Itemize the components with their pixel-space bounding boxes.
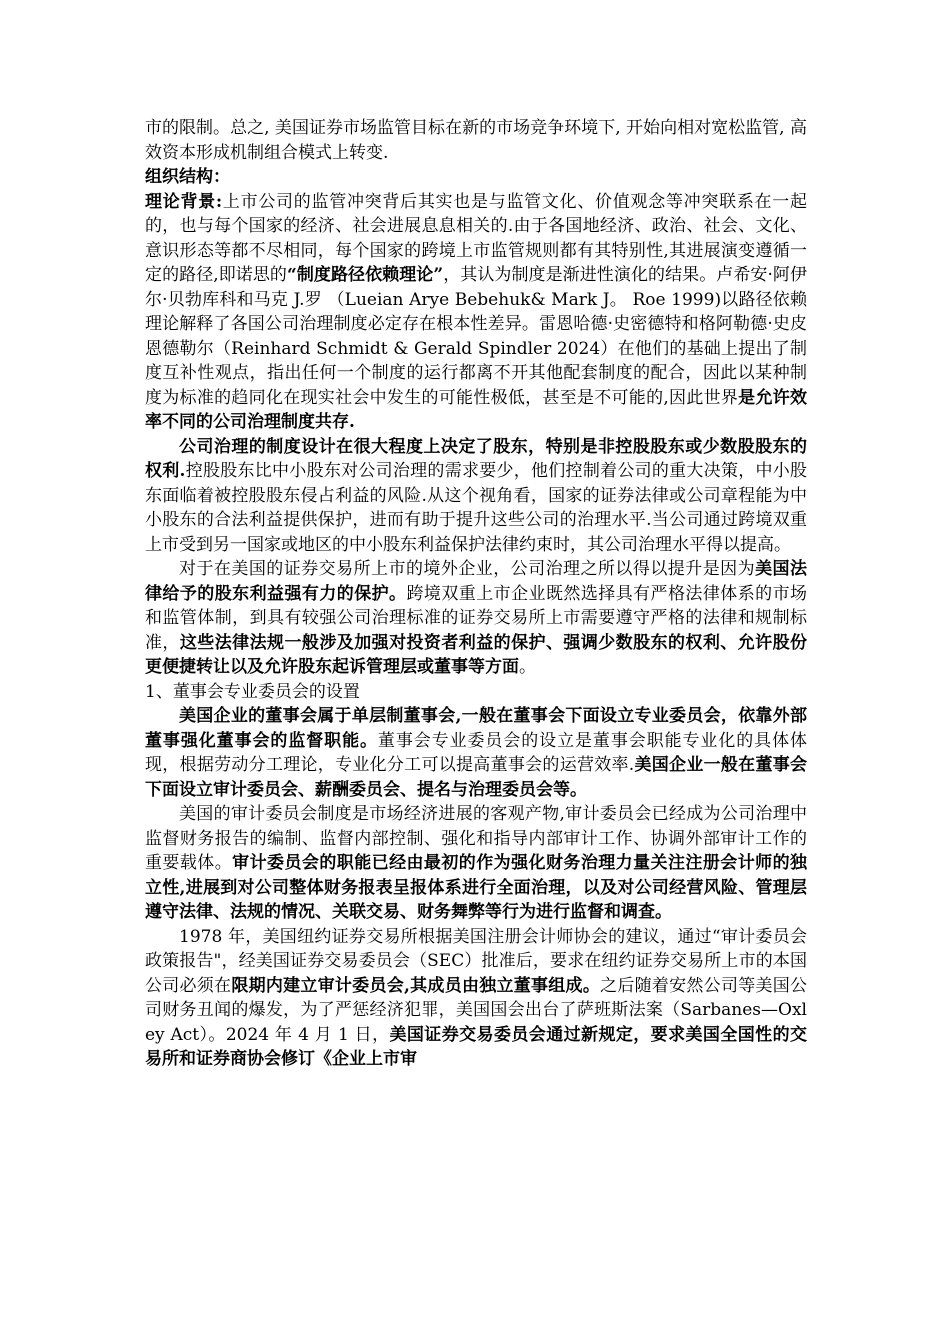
section-heading: 组织结构： xyxy=(145,167,230,187)
paragraph-governance xyxy=(145,435,807,558)
text: 之后随着安然公司等美国公司财务丑闻的爆发，为了严惩经济犯罪，美国国会出台了萨班斯法案（Sarbanes—Oxley Act）。2024 年 4 月 1 日， xyxy=(145,975,808,1045)
text: 跨境双重上市企业既然选择具有严格法律体系的市场和监管体制，到具有较强公司治理标准的证券交易所上市需要遵守严格的法律和规制标准， xyxy=(145,583,808,653)
paragraph-history xyxy=(145,925,807,1072)
bold-text: 这些法律法规一般涉及加强对投资者利益的保护、强调少数股东的权利、允许股份更便捷转让以及允许股东起诉管理层或董事等方面 xyxy=(145,632,808,677)
paragraph-intro xyxy=(145,116,807,165)
label-theory: 理论背景: xyxy=(145,191,223,212)
bold-text: 审计委员会的职能已经由最初的作为强化财务治理力量关注注册会计师的独立性,进展到对公司整体财务报表呈报体系进行全面治理，以及对公司经营风险、管理层遵守法律、法规的情况、关联交易、财务舞弊等行为进行监督和调查。 xyxy=(145,853,808,922)
text: 董事会专业委员会的设立是董事会职能专业化的具体体现，根据劳动分工理论，专业化分工可以提高董事会的运营效率. xyxy=(145,730,808,775)
paragraph-us-law xyxy=(145,557,807,680)
text: ，其认为制度是渐进性演化的结果。卢希安·阿伊尔·贝勃库科和马克 J.罗 （Lueian Arye Bebehuk& Mark J。 Roe 1999)以路径依赖理论解释了各国公司治理制度必定存在根本性差异。雷恩哈德·史密德特和格阿勒德·史皮恩德勒尔（Reinhard Schmidt & Gerald Spindler 2024）在他们的基础上提出了制度互补性观点，指出任何一个制度的运行都离不开其他配套制度的配合，因此以某种制度为标准的趋同化在现实社会中发生的可能性极低，甚至是不可能的,因此世界 xyxy=(145,265,808,408)
text: 美国的审计委员会制度是市场经济进展的客观产物,审计委员会已经成为公司治理中监督财务报告的编制、监督内部控制、强化和指导内部审计工作、协调外部审计工作的重要载体。 xyxy=(145,804,807,873)
bold-text: 美国证券交易委员会通过新规定，要求美国全国性的交易所和证券商协会修订《企业上市审 xyxy=(145,1024,807,1069)
document-page xyxy=(145,116,807,1072)
subheading-board-committees: 1、董事会专业委员会的设置 xyxy=(145,681,360,702)
text: 。 xyxy=(519,657,536,677)
text: 控股股东比中小股东对公司治理的需求要少，他们控制着公司的重大决策，中小股东面临着被控股股东侵占利益的风险.从这个视角看，国家的证券法律或公司章程能为中小股东的合法利益提供保护，进而有助于提升这些公司的治理水平.当公司通过跨境双重上市受到另一国家或地区的中小股东利益保护法律约束时，其公司治理水平得以提高。 xyxy=(145,461,807,555)
bold-text: 是允许效率不同的公司治理制度共存. xyxy=(145,387,808,432)
bold-text: “制度路径依赖理论” xyxy=(287,265,444,285)
paragraph-audit-committee xyxy=(145,802,807,925)
paragraph-board xyxy=(145,704,807,802)
text: 对于在美国的证券交易所上市的境外企业，公司治理之所以得以提升是因为 xyxy=(179,559,756,579)
bold-text: 美国法律给予的股东利益强有力的保护。 xyxy=(145,559,808,604)
text: 市的限制。总之, 美国证券市场监管目标在新的市场竞争环境下, 开始向相对宽松监管, 高效资本形成机制组合模式上转变. xyxy=(145,118,807,163)
bold-text: 公司治理的制度设计在很大程度上决定了股东，特别是非控股股东或少数股股东的权利. xyxy=(145,436,807,481)
text: 上市公司的监管冲突背后其实也是与监管文化、价值观念等冲突联系在一起的，也与每个国家的经济、社会进展息息相关的.由于各国地经济、政治、社会、文化、意识形态等都不尽相同，每个国家的跨境上市监管规则都有其特别性,其进展演变遵循一定的路径,即诺思的 xyxy=(145,191,808,285)
bold-text: 美国企业一般在董事会下面设立审计委员会、薪酬委员会、提名与治理委员会等。 xyxy=(145,755,808,800)
bold-text: 美国企业的董事会属于单层制董事会,一般在董事会下面设立专业委员会，依靠外部董事强化董事会的监督职能。 xyxy=(145,706,807,751)
text: 1978 年，美国纽约证券交易所根据美国注册会计师协会的建议，通过“审计委员会政策报告"，经美国证券交易委员会（SEC）批准后，要求在纽约证券交易所上市的本国公司必须在 xyxy=(145,926,807,996)
paragraph-theory xyxy=(145,190,807,435)
bold-text: 限期内建立审计委员会,其成员由独立董事组成。 xyxy=(231,975,601,996)
